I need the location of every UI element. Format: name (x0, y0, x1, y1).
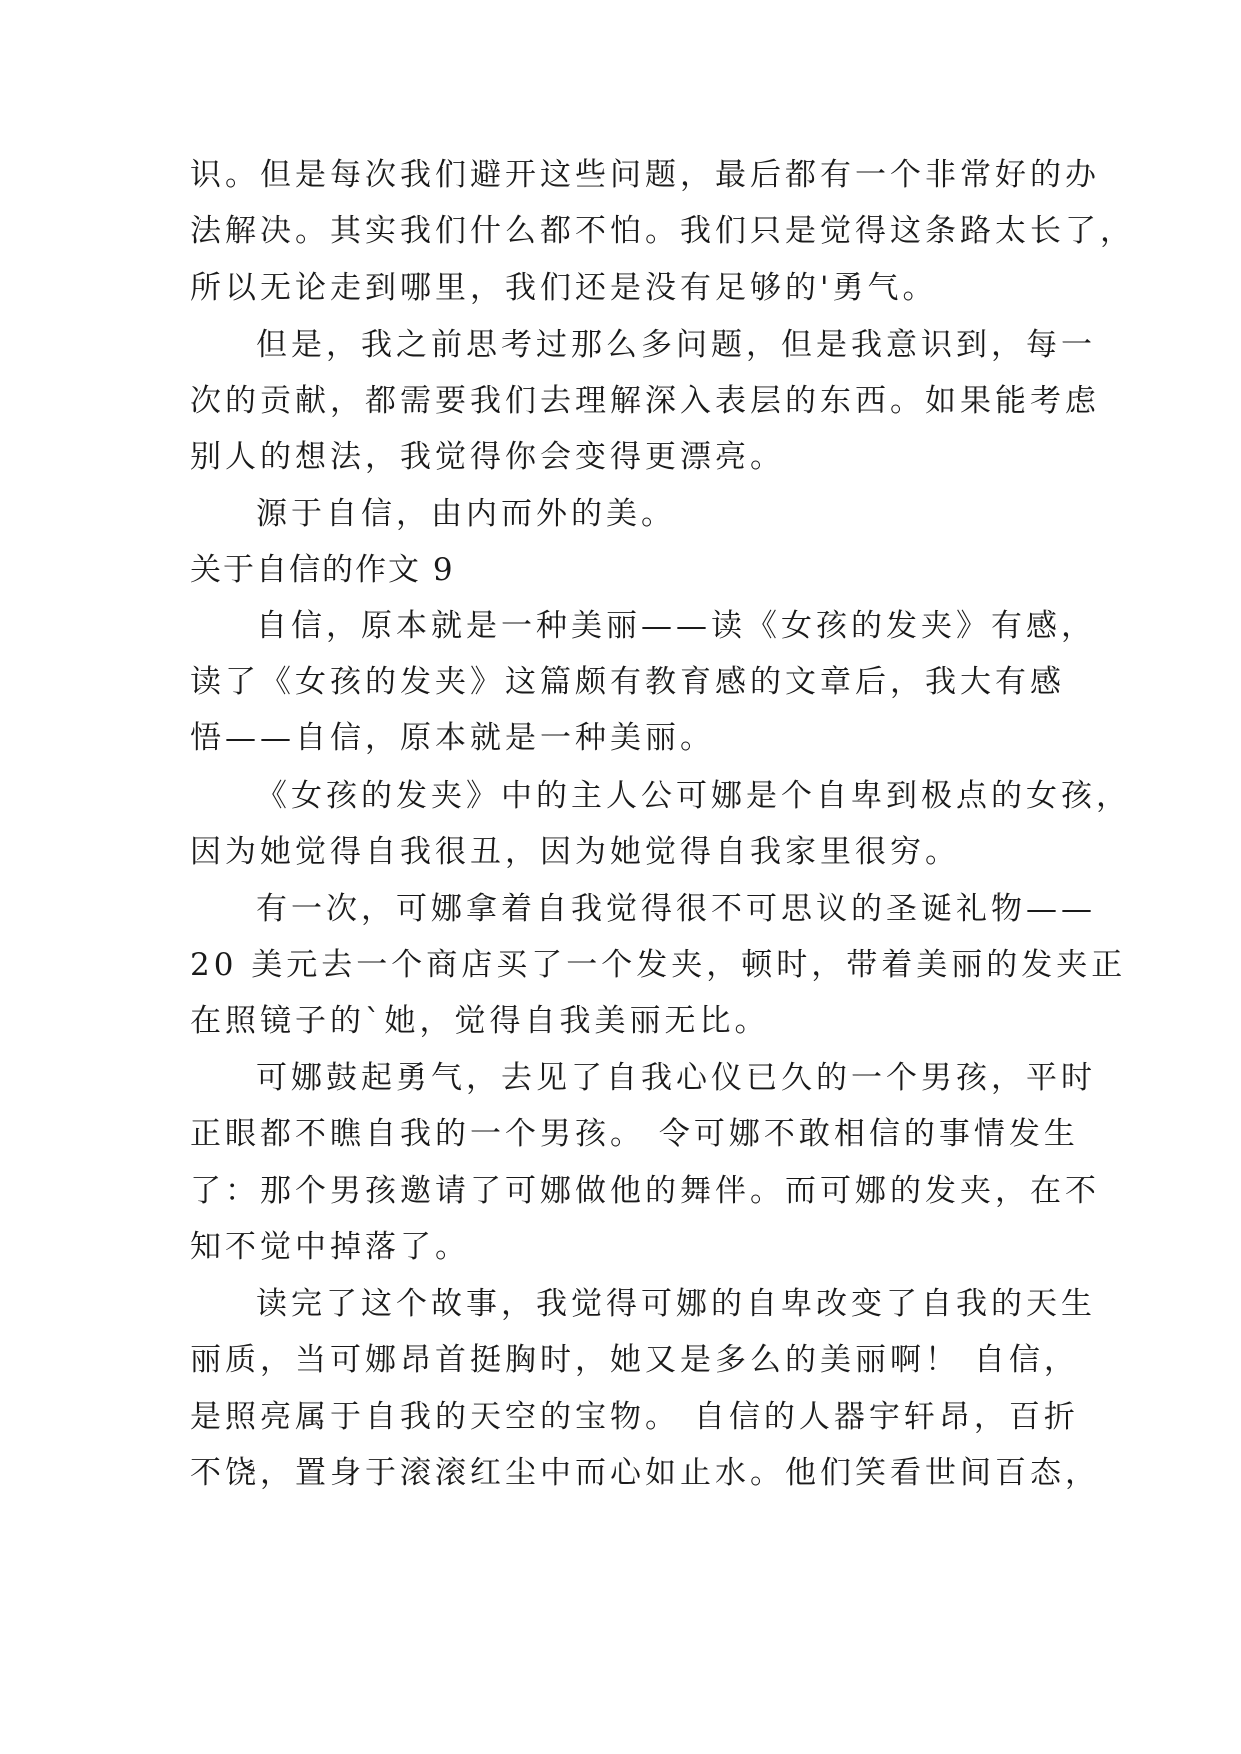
paragraph-line: 悟——自信，原本就是一种美丽。 (190, 720, 715, 756)
section-heading: 关于自信的作文 9 (190, 552, 455, 588)
paragraph-line: 法解决。其实我们什么都不怕。我们只是觉得这条路太长了， (190, 213, 1135, 249)
paragraph-line: 正眼都不瞧自我的一个男孩。 令可娜不敢相信的事情发生 (190, 1116, 1079, 1152)
paragraph-line: 所以无论走到哪里，我们还是没有足够的'勇气。 (190, 270, 938, 306)
paragraph-line: 可娜鼓起勇气，去见了自我心仪已久的一个男孩，平时 (256, 1060, 1096, 1096)
paragraph-line: 别人的想法，我觉得你会变得更漂亮。 (190, 439, 785, 475)
paragraph-line: 源于自信，由内而外的美。 (256, 496, 676, 532)
paragraph-line: 有一次，可娜拿着自我觉得很不可思议的圣诞礼物—— (256, 891, 1096, 927)
paragraph-line: 知不觉中掉落了。 (190, 1229, 470, 1265)
paragraph-line: 了：那个男孩邀请了可娜做他的舞伴。而可娜的发夹，在不 (190, 1173, 1100, 1209)
paragraph-line: 但是，我之前思考过那么多问题，但是我意识到，每一 (256, 327, 1096, 363)
paragraph-line: 次的贡献，都需要我们去理解深入表层的东西。如果能考虑 (190, 383, 1100, 419)
paragraph-line: 读了《女孩的发夹》这篇颇有教育感的文章后，我大有感 (190, 664, 1065, 700)
paragraph-line: 自信，原本就是一种美丽——读《女孩的发夹》有感， (256, 608, 1096, 644)
paragraph-line: 丽质，当可娜昂首挺胸时，她又是多么的美丽啊！ 自信， (190, 1342, 1079, 1378)
paragraph-line: 《女孩的发夹》中的主人公可娜是个自卑到极点的女孩， (256, 778, 1131, 814)
paragraph-line: 20 美元去一个商店买了一个发夹，顿时，带着美丽的发夹正 (190, 947, 1127, 983)
paragraph-line: 在照镜子的`她，觉得自我美丽无比。 (190, 1003, 770, 1039)
paragraph-line: 因为她觉得自我很丑，因为她觉得自我家里很穷。 (190, 834, 960, 870)
paragraph-line: 识。但是每次我们避开这些问题，最后都有一个非常好的办 (190, 157, 1100, 193)
paragraph-line: 是照亮属于自我的天空的宝物。 自信的人器宇轩昂，百折 (190, 1399, 1079, 1435)
paragraph-line: 不饶，置身于滚滚红尘中而心如止水。他们笑看世间百态， (190, 1455, 1100, 1491)
paragraph-line: 读完了这个故事，我觉得可娜的自卑改变了自我的天生 (256, 1286, 1096, 1322)
